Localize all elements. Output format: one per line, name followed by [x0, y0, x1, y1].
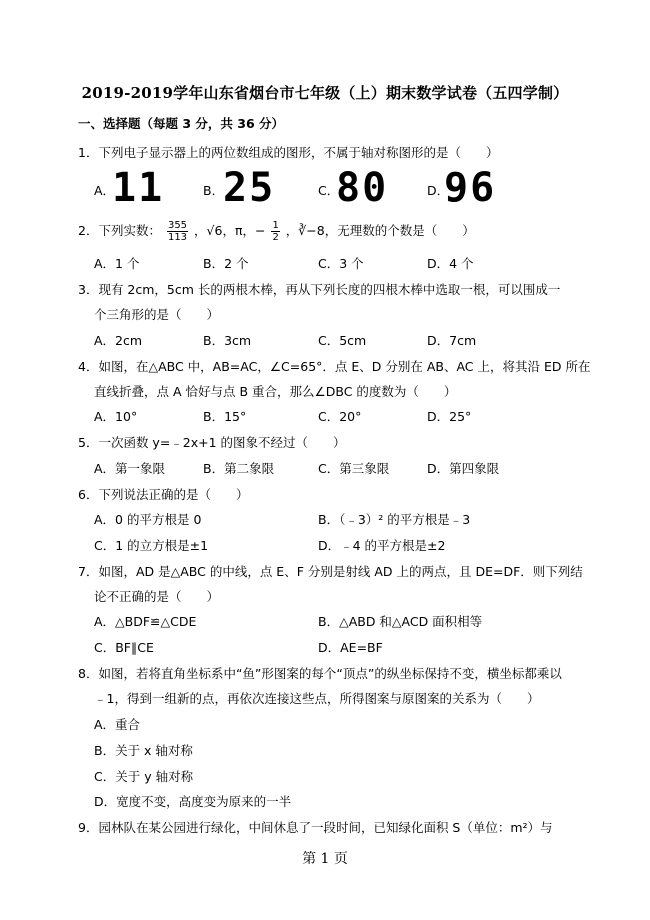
q3-option-a: A．2cm: [94, 333, 143, 348]
q4-option-a: A．10°: [94, 409, 138, 424]
question-6-stem: 6．下列说法正确的是（ ）: [78, 487, 249, 502]
q1-option-b-label: B．: [203, 183, 225, 198]
q7-option-b: B．△ABD 和△ACD 面积相等: [318, 614, 483, 629]
q7-option-d: D．AE=BF: [318, 640, 383, 655]
q1-option-d-label: D．: [427, 183, 450, 198]
question-2-stem: [78, 220, 475, 243]
page-footer: 第 1 页: [302, 851, 348, 867]
question-7-line-1: 7．如图，AD 是△ABC 的中线，点 E、F 分别是射线 AD 上的两点，且 DE=DF．则下列结: [78, 564, 583, 579]
q5-option-d: D．第四象限: [427, 461, 500, 476]
q3-option-b: B．3cm: [203, 333, 252, 348]
q1-option-a-display: 11: [112, 165, 165, 211]
q3-option-d: D．7cm: [427, 333, 477, 348]
q4-option-c: C．20°: [318, 409, 362, 424]
q6-option-c: C．1 的立方根是±1: [94, 538, 209, 553]
q6-option-a: A．0 的平方根是 0: [94, 512, 202, 527]
question-8-line-2: ﹣1，得到一组新的点，再依次连接这些点，所得图案与原图案的关系为（ ）: [94, 691, 540, 706]
q1-option-c-label: C．: [318, 183, 340, 198]
q2-fraction-2: [271, 220, 279, 243]
q2-prefix: 2．下列实数：: [78, 223, 161, 238]
question-5-stem: 5．一次函数 y=﹣2x+1 的图象不经过（ ）: [78, 435, 346, 450]
question-3-line-2: 个三角形的是（ ）: [94, 307, 220, 322]
q6-option-b: B．（﹣3）² 的平方根是﹣3: [318, 512, 471, 527]
page-title: 2019-2019学年山东省烟台市七年级（上）期末数学试卷（五四学制）: [81, 84, 569, 102]
q4-option-d: D．25°: [427, 409, 472, 424]
q1-option-b-display: 25: [223, 165, 276, 211]
q8-option-b: B．关于 x 轴对称: [94, 743, 193, 758]
q2-option-c: C．3 个: [318, 256, 364, 271]
q8-option-c: C．关于 y 轴对称: [94, 769, 194, 784]
q8-option-a: A．重合: [94, 717, 141, 732]
q8-option-d: D．宽度不变，高度变为原来的一半: [94, 794, 292, 809]
q5-option-b: B．第二象限: [203, 461, 275, 476]
q6-option-d: D．﹣4 的平方根是±2: [318, 538, 446, 553]
question-3-line-1: 3．现有 2cm，5cm 长的两根木棒，再从下列长度的四根木棒中选取一根，可以围成一: [78, 282, 561, 297]
q1-option-a-label: A．: [94, 183, 116, 198]
q2-frac1-numerator: 355: [167, 220, 188, 231]
q1-option-d-display: 96: [444, 165, 497, 211]
q2-fraction-1: [167, 220, 188, 243]
q2-option-b: B．2 个: [203, 256, 249, 271]
q1-option-c-display: 80: [336, 165, 389, 211]
q2-frac2-numerator: 1: [272, 220, 279, 231]
q2-frac1-denominator: 113: [167, 232, 188, 243]
q2-option-a: A．1 个: [94, 256, 140, 271]
q7-option-a: A．△BDF≌△CDE: [94, 614, 197, 629]
q4-option-b: B．15°: [203, 409, 247, 424]
q2-option-d: D．4 个: [427, 256, 474, 271]
question-1-stem: 1．下列电子显示器上的两位数组成的图形，不属于轴对称图形的是（ ）: [78, 145, 499, 160]
question-4-line-1: 4．如图，在△ABC 中，AB=AC，∠C=65°．点 E、D 分别在 AB、AC 上，将其沿 ED 所在: [78, 359, 591, 374]
q7-option-c: C．BF∥CE: [94, 640, 154, 655]
section-heading: 一、选择题（每题 3 分，共 36 分）: [78, 116, 285, 131]
q5-option-a: A．第一象限: [94, 461, 166, 476]
q2-suffix: ，∛−8，无理数的个数是（ ）: [285, 223, 475, 238]
q5-option-c: C．第三象限: [318, 461, 390, 476]
question-8-line-1: 8．如图，若将直角坐标系中“鱼”形图案的每个“顶点”的纵坐标保持不变，横坐标都乘以: [78, 666, 562, 681]
q2-middle: ，√6，π，−: [194, 223, 266, 238]
question-4-line-2: 直线折叠，点 A 恰好与点 B 重合，那么∠DBC 的度数为（ ）: [94, 384, 457, 399]
q3-option-c: C．5cm: [318, 333, 367, 348]
question-9-line-1: 9．园林队在某公园进行绿化，中间休息了一段时间，已知绿化面积 S（单位：m²）与: [78, 820, 553, 835]
question-7-line-2: 论不正确的是（ ）: [94, 589, 220, 604]
q2-frac2-denominator: 2: [272, 232, 279, 243]
